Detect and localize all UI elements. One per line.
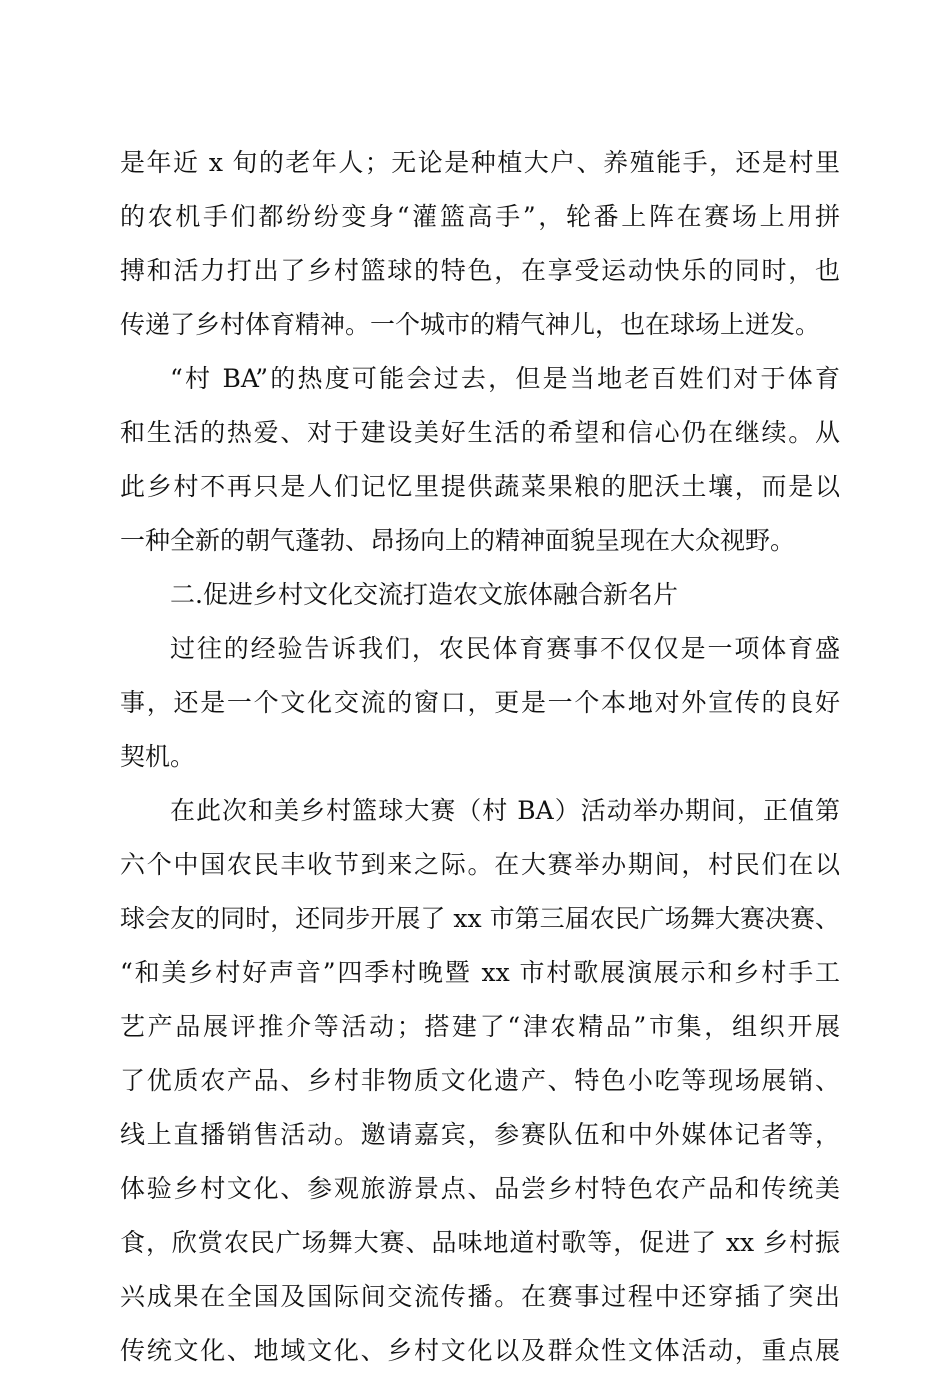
paragraph-4-line-5: 艺产品展评推介等活动；搭建了“津农精品”市集，组织开展 bbox=[120, 1012, 840, 1041]
paragraph-4-line-2: 六个中国农民丰收节到来之际。在大赛举办期间，村民们在以 bbox=[120, 850, 840, 879]
paragraph-2-line-4: 一种全新的朝气蓬勃、昂扬向上的精神面貌呈现在大众视野。 bbox=[120, 526, 796, 555]
paragraph-1-line-2: 的农机手们都纷纷变身“灌篮高手”，轮番上阵在赛场上用拼 bbox=[120, 202, 840, 231]
document-body bbox=[120, 140, 840, 1382]
paragraph-4-line-1: 在此次和美乡村篮球大赛（村 BA）活动举办期间，正值第 bbox=[170, 796, 840, 825]
paragraph-1-line-3: 搏和活力打出了乡村篮球的特色，在享受运动快乐的同时，也 bbox=[120, 256, 840, 285]
section-heading: 二.促进乡村文化交流打造农文旅体融合新名片 bbox=[170, 580, 678, 609]
paragraph-4-line-3: 球会友的同时，还同步开展了 xx 市第三届农民广场舞大赛决赛、 bbox=[120, 904, 840, 933]
paragraph-4-line-11: 传统文化、地域文化、乡村文化以及群众性文体活动，重点展 bbox=[120, 1336, 840, 1365]
paragraph-1-line-1: 是年近 x 旬的老年人；无论是种植大户、养殖能手，还是村里 bbox=[120, 148, 840, 177]
paragraph-1-line-4: 传递了乡村体育精神。一个城市的精气神儿，也在球场上迸发。 bbox=[120, 310, 821, 339]
paragraph-4-line-10: 兴成果在全国及国际间交流传播。在赛事过程中还穿插了突出 bbox=[120, 1282, 840, 1311]
paragraph-3-line-3: 契机。 bbox=[120, 742, 196, 771]
paragraph-3-line-2: 事，还是一个文化交流的窗口，更是一个本地对外宣传的良好 bbox=[120, 688, 840, 717]
paragraph-4-line-8: 体验乡村文化、参观旅游景点、品尝乡村特色农产品和传统美 bbox=[120, 1174, 840, 1203]
paragraph-4-line-4: “和美乡村好声音”四季村晚暨 xx 市村歌展演展示和乡村手工 bbox=[120, 958, 840, 987]
paragraph-4-line-7: 线上直播销售活动。邀请嘉宾，参赛队伍和中外媒体记者等， bbox=[120, 1120, 840, 1149]
paragraph-4-line-6: 了优质农产品、乡村非物质文化遗产、特色小吃等现场展销、 bbox=[120, 1066, 840, 1095]
paragraph-2-line-2: 和生活的热爱、对于建设美好生活的希望和信心仍在继续。从 bbox=[120, 418, 840, 447]
paragraph-3-line-1: 过往的经验告诉我们，农民体育赛事不仅仅是一项体育盛 bbox=[170, 634, 840, 663]
paragraph-4-line-9: 食，欣赏农民广场舞大赛、品味地道村歌等，促进了 xx 乡村振 bbox=[120, 1228, 840, 1257]
paragraph-2-line-1: “村 BA”的热度可能会过去，但是当地老百姓们对于体育 bbox=[170, 364, 840, 393]
paragraph-2-line-3: 此乡村不再只是人们记忆里提供蔬菜果粮的肥沃土壤，而是以 bbox=[120, 472, 840, 501]
